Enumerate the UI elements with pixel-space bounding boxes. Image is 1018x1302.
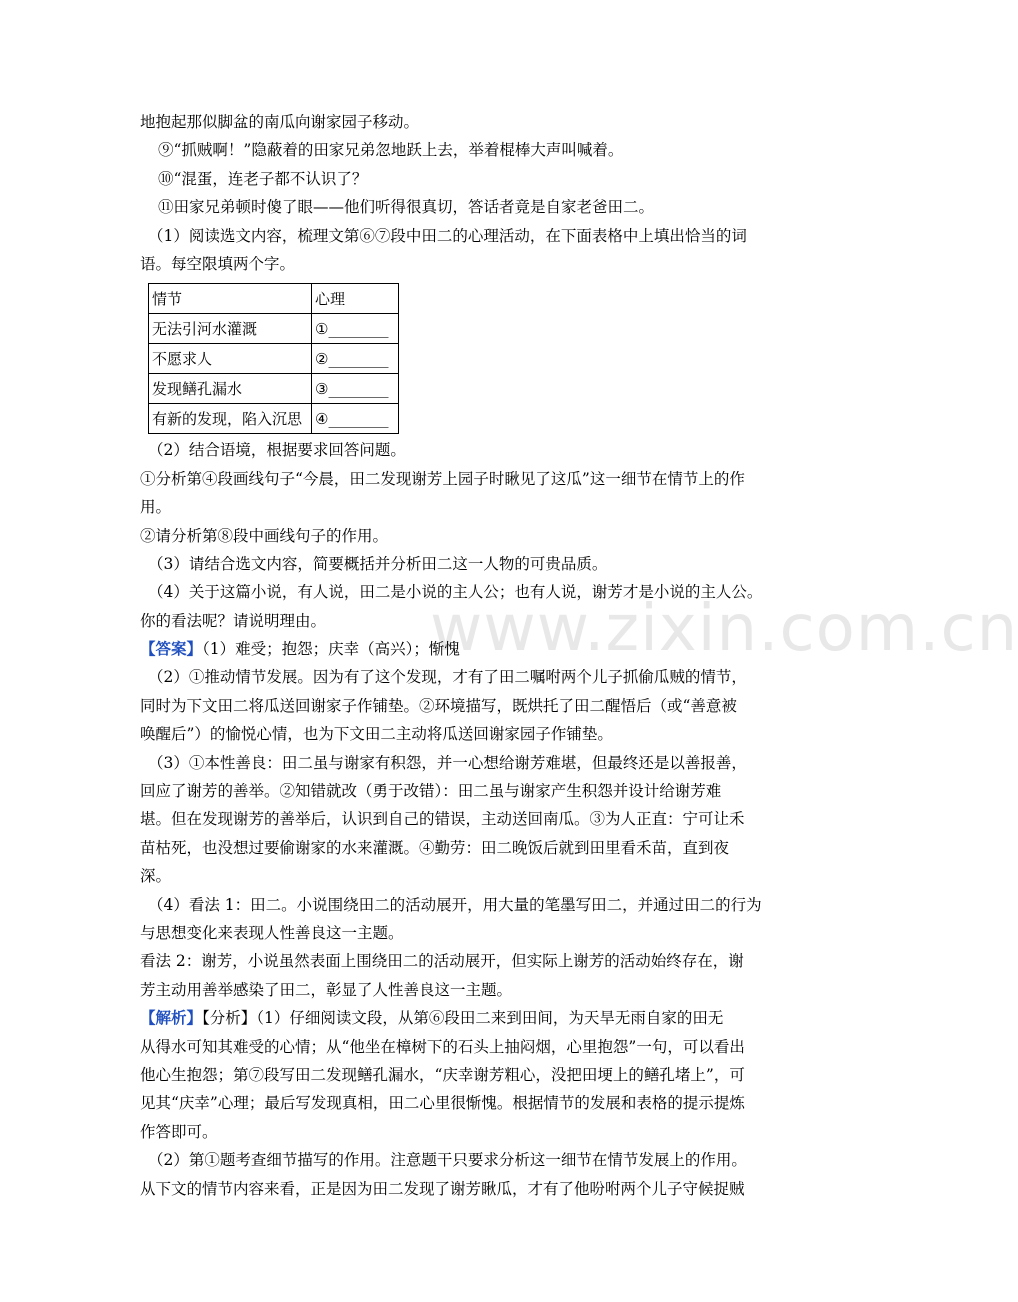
paragraph-10: ⑩“混蛋，连老子都不认识了？ (158, 169, 368, 188)
answer-2-cont: 同时为下文田二将瓜送回谢家子作铺垫。②环境描写，既烘托了田二醒悟后（或“善意被 (140, 696, 737, 715)
answer-table (148, 283, 399, 434)
table-row (149, 374, 399, 404)
answer-4-cont: 芳主动用善举感染了田二，彰显了人性善良这一主题。 (140, 980, 513, 999)
answer-3-cont: 苗枯死，也没想过要偷谢家的水来灌溉。④勤劳：田二晚饭后就到田里看禾苗，直到夜 (140, 838, 730, 857)
table-row (149, 314, 399, 344)
table-blank: ④________ (312, 404, 399, 434)
document-page (140, 108, 785, 1203)
question-2-2: ②请分析第⑧段中画线句子的作用。 (140, 526, 389, 545)
analysis-1-cont: 见其“庆幸”心理；最后写发现真相，田二心里很惭愧。根据情节的发展和表格的提示提炼 (140, 1094, 745, 1113)
answer-3-cont: 堪。但在发现谢芳的善举后，认识到自己的错误，主动送回南瓜。③为人正直：宁可让禾 (140, 810, 745, 829)
answer-4-view-2: 看法 2：谢芳，小说虽然表面上围绕田二的活动展开，但实际上谢芳的活动始终存在，谢 (140, 952, 744, 971)
question-4-cont: 你的看法呢？请说明理由。 (140, 611, 327, 630)
analysis-tag: 【解析】 (140, 1008, 203, 1028)
paragraph-11: ⑪田家兄弟顿时傻了眼——他们听得很真切，答话者竟是自家老爸田二。 (158, 198, 655, 217)
table-blank: ②________ (312, 344, 399, 374)
table-header-cell: 心理 (312, 284, 399, 314)
question-1-cont: 语。每空限填两个字。 (140, 254, 296, 273)
question-1: （1）阅读选文内容，梳理文第⑥⑦段中田二的心理活动，在下面表格中上填出恰当的词 (148, 226, 747, 245)
table-blank: ①________ (312, 314, 399, 344)
question-2-1: ①分析第④段画线句子“今晨，田二发现谢芳上园子时瞅见了这瓜”这一细节在情节上的作 (140, 469, 745, 488)
question-2: （2）结合语境，根据要求回答问题。 (148, 441, 406, 460)
answer-3-cont: 回应了谢芳的善举。②知错就改（勇于改错）：田二虽与谢家产生积怨并设计给谢芳难 (140, 782, 722, 801)
analysis-1-cont: 他心生抱怨；第⑦段写田二发现鳝孔漏水，“庆幸谢芳粗心，没把田埂上的鳝孔堵上”，可 (140, 1065, 745, 1084)
table-cell: 无法引河水灌溉 (149, 314, 312, 344)
analysis-1-cont: 作答即可。 (140, 1122, 218, 1141)
answer-2: （2）①推动情节发展。因为有了这个发现，才有了田二嘱咐两个儿子抓偷瓜贼的情节， (148, 668, 747, 687)
analysis-2-cont: 从下文的情节内容来看，正是因为田二发现了谢芳瞅瓜，才有了他吩咐两个儿子守候捉贼 (140, 1179, 745, 1198)
table-row (149, 404, 399, 434)
answer-4-cont: 与思想变化来表现人性善良这一主题。 (140, 923, 404, 942)
question-4: （4）关于这篇小说，有人说，田二是小说的主人公；也有人说，谢芳才是小说的主人公。 (148, 583, 763, 602)
question-2-1-cont: 用。 (140, 498, 172, 517)
answer-tag: 【答案】 (140, 639, 203, 659)
table-cell: 有新的发现，陷入沉思 (149, 404, 312, 434)
question-3: （3）请结合选文内容，简要概括并分析田二这一人物的可贵品质。 (148, 554, 608, 573)
table-header-row (149, 284, 399, 314)
watermark: www.zixin.com.cn (430, 592, 1018, 666)
table-row (149, 344, 399, 374)
table-blank: ③________ (312, 374, 399, 404)
answer-3: （3）①本性善良：田二虽与谢家有积怨，并一心想给谢芳难堪，但最终还是以善报善， (148, 753, 747, 772)
table-cell: 发现鳝孔漏水 (149, 374, 312, 404)
analysis-1-cont: 从得水可知其难受的心情；从“他坐在樟树下的石头上抽闷烟，心里抱怨”一句，可以看出 (140, 1037, 745, 1056)
answer-3-cont: 深。 (140, 867, 172, 886)
analysis-2: （2）第①题考查细节描写的作用。注意题干只要求分析这一细节在情节发展上的作用。 (148, 1151, 747, 1170)
answer-2-cont: 唤醒后”）的愉悦心情，也为下文田二主动将瓜送回谢家园子作铺垫。 (140, 725, 613, 744)
paragraph-9: ⑨“抓贼啊！”隐蔽着的田家兄弟忽地跃上去，举着棍棒大声叫喊着。 (158, 141, 624, 160)
table-cell: 不愿求人 (149, 344, 312, 374)
answer-line (140, 635, 785, 663)
answer-1: （1）难受；抱怨；庆幸（高兴）；惭愧 (202, 640, 460, 659)
table-header-cell: 情节 (149, 284, 312, 314)
answer-4: （4）看法 1：田二。小说围绕田二的活动展开，用大量的笔墨写田二，并通过田二的行为 (148, 895, 762, 914)
analysis-1: 【分析】（1）仔细阅读文段，从第⑥段田二来到田间，为天旱无雨自家的田无 (202, 1009, 724, 1028)
analysis-line (140, 1004, 785, 1032)
passage-line: 地抱起那似脚盆的南瓜向谢家园子移动。 (140, 113, 420, 131)
